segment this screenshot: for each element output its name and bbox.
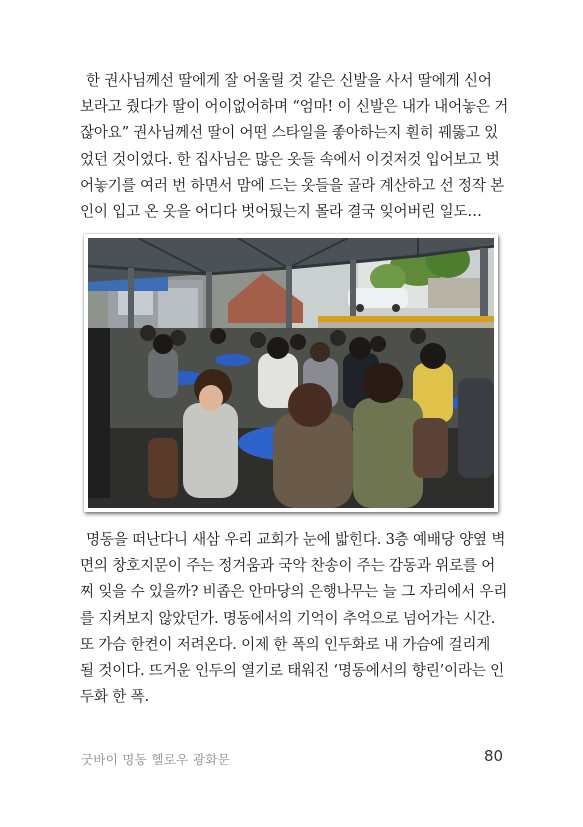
text-line: 보라고 줬다가 딸이 어이없어하며 “엄마! 이 신발은 내가 내어놓은 거 <box>80 98 509 116</box>
text-line: 인이 입고 온 옷을 어디다 벗어뒀는지 몰라 결국 잊어버린 일도… <box>80 203 482 221</box>
page-number: 80 <box>484 747 504 765</box>
text-line: 한 권사님께선 딸에게 잘 어울릴 것 같은 신발을 사서 딸에게 신어 <box>86 72 492 89</box>
body-paragraph-1 <box>80 68 512 225</box>
church-courtyard-photo <box>88 238 494 508</box>
text-line: 명동을 떠난다니 새삼 우리 교회가 눈에 밟힌다. 3층 예배당 양옆 벽 <box>86 531 506 548</box>
text-line: 를 지켜보지 않았던가. 명동에서의 기억이 추억으로 넘어가는 시간. <box>80 609 496 627</box>
text-line: 어놓기를 여러 번 하면서 맘에 드는 옷들을 골라 계산하고 선 정작 본 <box>80 176 505 194</box>
footer-book-title: 굿바이 명동 헬로우 광화문 <box>81 752 230 767</box>
text-line: 면의 창호지문이 주는 정겨움과 국악 찬송이 주는 감동과 위로를 어 <box>80 557 496 575</box>
text-line: 었던 것이었다. 한 집사님은 많은 옷들 속에서 이것저것 입어보고 벗 <box>80 150 500 168</box>
text-line: 잖아요” 권사님께선 딸이 어떤 스타일을 좋아하는지 훤히 꿰뚫고 있 <box>80 124 499 142</box>
body-paragraph-2 <box>80 527 512 710</box>
text-line: 찌 잊을 수 있을까? 비좁은 안마당의 은행나무는 늘 그 자리에서 우리 <box>80 583 508 601</box>
photo-frame <box>84 234 498 512</box>
text-line: 또 가슴 한켠이 저려온다. 이제 한 폭의 인두화로 내 가슴에 걸리게 <box>80 635 491 653</box>
text-line: 될 것이다. 뜨거운 인두의 열기로 태워진 ‘명동에서의 향린’이라는 인 <box>80 662 505 680</box>
text-line: 두화 한 폭. <box>80 688 149 706</box>
